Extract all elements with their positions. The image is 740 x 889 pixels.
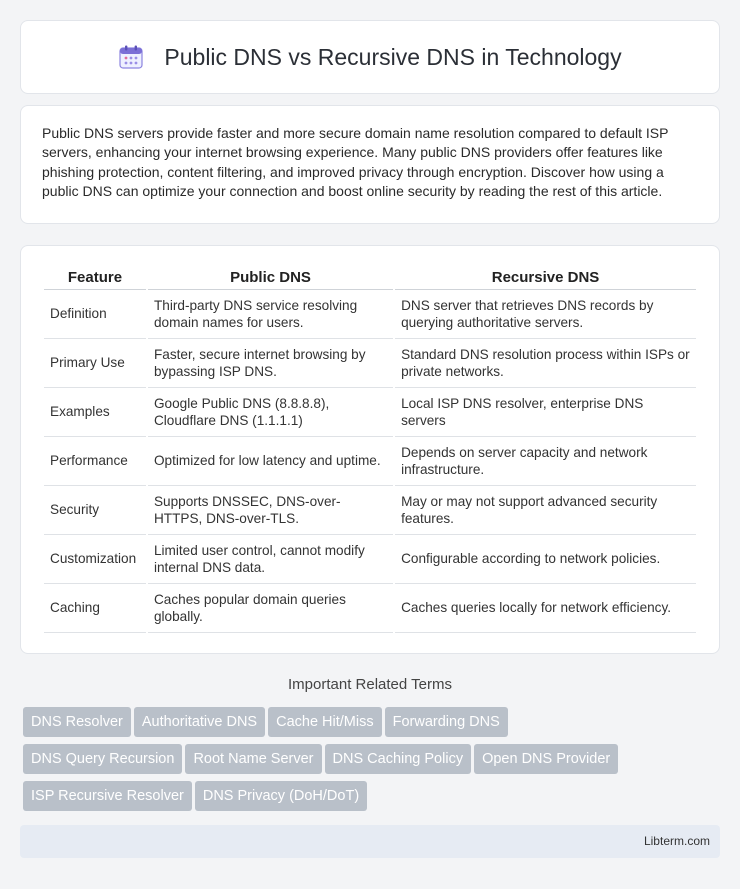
page-title: Public DNS vs Recursive DNS in Technology [164,43,622,70]
public-dns-cell: Caches popular domain queries globally. [148,584,393,633]
table-row [44,388,696,437]
recursive-dns-cell: May or may not support advanced security features. [395,486,696,535]
comparison-card [20,245,720,654]
term-tag[interactable]: DNS Privacy (DoH/DoT) [195,781,367,811]
feature-cell: Security [44,486,146,535]
feature-cell: Definition [44,290,146,339]
term-tag[interactable]: Open DNS Provider [474,744,618,774]
feature-cell: Examples [44,388,146,437]
public-dns-cell: Faster, secure internet browsing by bypassing ISP DNS. [148,339,393,388]
recursive-dns-cell: Depends on server capacity and network infrastructure. [395,437,696,486]
term-tag[interactable]: DNS Query Recursion [23,744,182,774]
term-tag[interactable]: Cache Hit/Miss [268,707,382,737]
title-card [20,20,720,94]
term-tag[interactable]: DNS Resolver [23,707,131,737]
term-tag[interactable]: ISP Recursive Resolver [23,781,192,811]
intro-text: Public DNS servers provide faster and more secure domain name resolution compared to default ISP servers, enhancing your internet browsing experience. Many public DNS providers offer features like phishing protection, content filtering, and improved privacy through encryption. Discover how using a public DNS can optimize your connection and boost online security by reading the rest of this article. [42,125,669,200]
header-feature: Feature [44,266,146,290]
table-row [44,486,696,535]
public-dns-cell: Google Public DNS (8.8.8.8), Cloudflare DNS (1.1.1.1) [148,388,393,437]
public-dns-cell: Optimized for low latency and uptime. [148,437,393,486]
recursive-dns-cell: Local ISP DNS resolver, enterprise DNS servers [395,388,696,437]
table-row [44,290,696,339]
feature-cell: Customization [44,535,146,584]
footer-site-link[interactable]: Libterm.com [643,834,710,848]
table-row [44,437,696,486]
calendar-icon [118,44,144,70]
public-dns-cell: Supports DNSSEC, DNS-over-HTTPS, DNS-over-TLS. [148,486,393,535]
recursive-dns-cell: DNS server that retrieves DNS records by querying authoritative servers. [395,290,696,339]
recursive-dns-cell: Caches queries locally for network efficiency. [395,584,696,633]
recursive-dns-cell: Configurable according to network policies. [395,535,696,584]
feature-cell: Caching [44,584,146,633]
comparison-table [42,266,698,633]
table-row [44,584,696,633]
related-terms-list [23,707,723,818]
feature-cell: Performance [44,437,146,486]
term-tag[interactable]: DNS Caching Policy [325,744,472,774]
header-public-dns: Public DNS [148,266,393,290]
table-header-row [44,266,696,290]
footer [20,825,720,858]
public-dns-cell: Limited user control, cannot modify internal DNS data. [148,535,393,584]
related-terms-title: Important Related Terms [288,676,452,693]
public-dns-cell: Third-party DNS service resolving domain names for users. [148,290,393,339]
feature-cell: Primary Use [44,339,146,388]
term-tag[interactable]: Root Name Server [185,744,321,774]
header-recursive-dns: Recursive DNS [395,266,696,290]
term-tag[interactable]: Forwarding DNS [385,707,508,737]
term-tag[interactable]: Authoritative DNS [134,707,265,737]
intro-card [20,105,720,224]
recursive-dns-cell: Standard DNS resolution process within ISPs or private networks. [395,339,696,388]
table-row [44,535,696,584]
table-row [44,339,696,388]
